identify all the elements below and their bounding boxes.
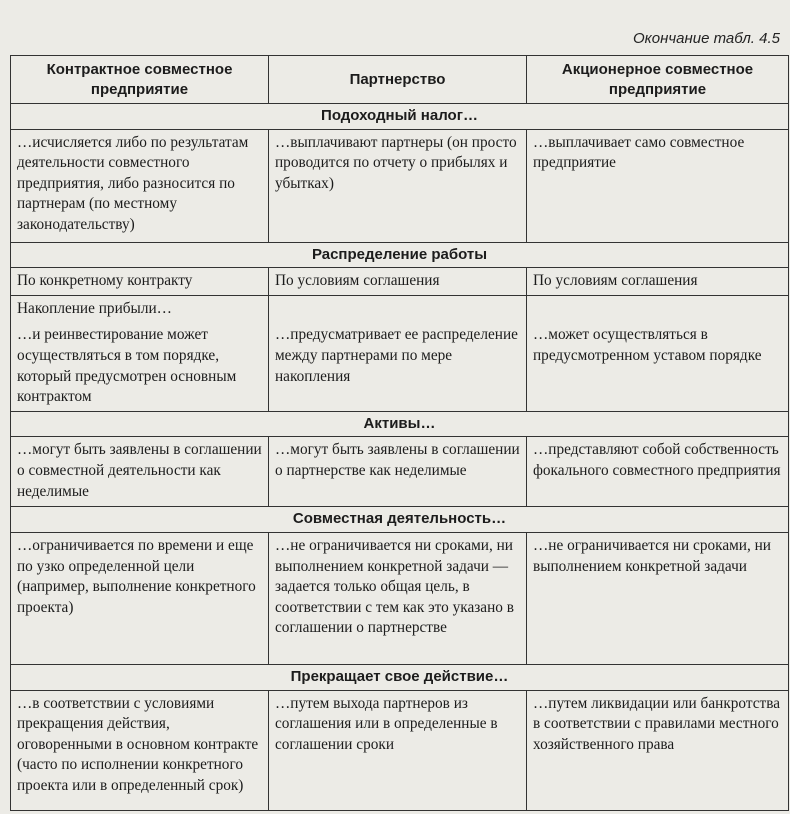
comparison-table	[10, 55, 789, 811]
table-cell: …не ограничивается ни сроками, ни выполнением конкретной задачи	[527, 532, 789, 664]
section-title: Активы…	[11, 411, 789, 437]
table-row	[11, 437, 789, 507]
table-cell: …и реинвестирование может осуществляться в том порядке, который предусмотрен основным контрактом	[11, 322, 269, 411]
table-cell: …могут быть заявлены в соглашении о совместной деятельности как неделимые	[11, 437, 269, 507]
table-cell: …в соответствии с условиями прекращения действия, оговоренными в основном контракте (часто по исполнении конкретного проекта или в определенный срок)	[11, 690, 269, 810]
header-row	[11, 56, 789, 104]
table-cell: …может осуществляться в предусмотренном уставом порядке	[527, 322, 789, 411]
table-cell: По конкретному контракту	[11, 268, 269, 296]
table-row	[11, 690, 789, 810]
table-cell: Накопление прибыли…	[11, 295, 269, 322]
table-cell: По условиям соглашения	[269, 268, 527, 296]
section-header-termination	[11, 664, 789, 690]
table-cell: …выплачивают партнеры (он просто проводится по отчету о прибылях и убытках)	[269, 129, 527, 242]
table-cell	[527, 295, 789, 322]
table-caption: Окончание табл. 4.5	[633, 30, 780, 47]
table-cell: …не ограничивается ни сроками, ни выполнением конкретной задачи — задается только общая цель, в соответствии с тем как это указано в соглашении о партнерстве	[269, 532, 527, 664]
section-title: Распределение работы	[11, 242, 789, 268]
section-title: Прекращает свое действие…	[11, 664, 789, 690]
section-title: Совместная деятельность…	[11, 507, 789, 533]
table-row	[11, 129, 789, 242]
table-row	[11, 532, 789, 664]
table-cell	[269, 295, 527, 322]
table-cell: …выплачивает само совместное предприятие	[527, 129, 789, 242]
table-cell: …путем ликвидации или банкротства в соответствии с правилами местного хозяйственного права	[527, 690, 789, 810]
section-header-income-tax	[11, 104, 789, 130]
header-partnership: Партнерство	[269, 56, 527, 104]
header-equity-jv: Акционерное совместное предприятие	[527, 56, 789, 104]
table-cell: По условиям соглашения	[527, 268, 789, 296]
table-row	[11, 295, 789, 322]
header-contract-jv: Контрактное совместное предприятие	[11, 56, 269, 104]
table-cell: …представляют собой собственность фокального совместного предприятия	[527, 437, 789, 507]
table-row	[11, 322, 789, 411]
section-header-work-distribution	[11, 242, 789, 268]
section-header-joint-activity	[11, 507, 789, 533]
section-header-assets	[11, 411, 789, 437]
table-cell: …могут быть заявлены в соглашении о партнерстве как неделимые	[269, 437, 527, 507]
table-cell: …ограничивается по времени и еще по узко определенной цели (например, выполнение конкретного проекта)	[11, 532, 269, 664]
table-row	[11, 268, 789, 296]
table-cell: …предусматривает ее распределение между партнерами по мере накопления	[269, 322, 527, 411]
section-title: Подоходный налог…	[11, 104, 789, 130]
table-cell: …исчисляется либо по результатам деятельности совместного предприятия, либо разносится по партнерам (по местному законодательству)	[11, 129, 269, 242]
table-cell: …путем выхода партнеров из соглашения или в определенные в соглашении сроки	[269, 690, 527, 810]
